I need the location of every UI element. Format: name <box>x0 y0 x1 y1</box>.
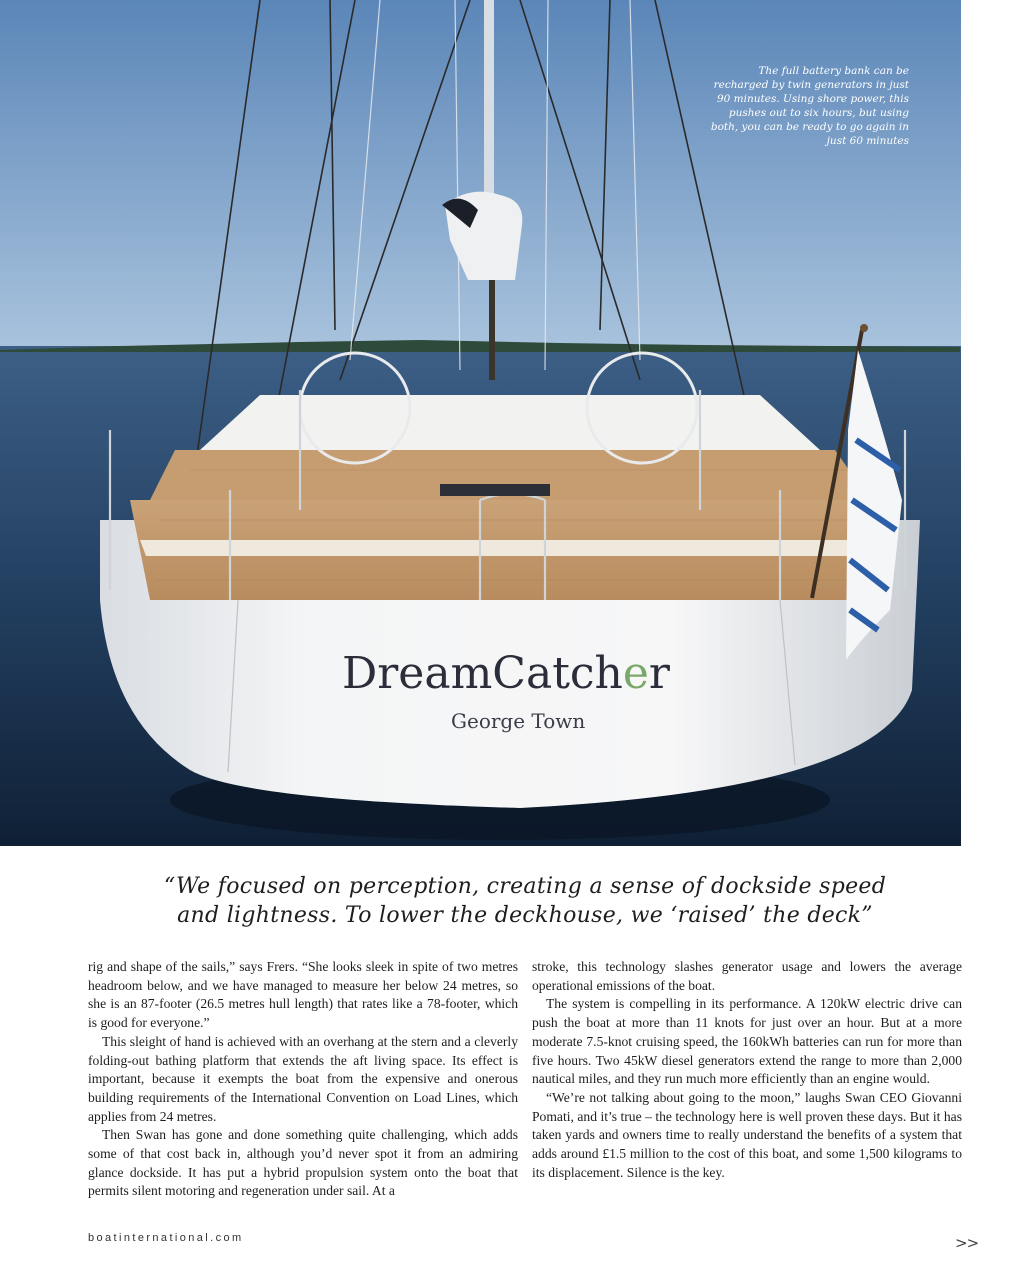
paragraph: The system is compelling in its performance. A 120kW electric drive can push the boat at more than 11 knots for just over an hour. But at a more moderate 7.5-knot cruising speed, the 160kWh batteries can run for more than five hours. Two 45kW diesel generators extend the range to more than 2,000 nautical miles, and they run much more efficiently than an engine would. <box>532 996 962 1087</box>
next-page-arrow-icon[interactable]: >> <box>955 1234 979 1252</box>
paragraph: This sleight of hand is achieved with an overhang at the stern and a cleverly folding-out bathing platform that extends the aft living space. Its effect is important, because it exempts the boat from the expensive and onerous building requirements of the International Convention on Load Lines, which applies from 24 metres. <box>88 1033 518 1124</box>
photo-caption: The full battery bank can be recharged by twin generators in just 90 minutes. Using shore power, this pushes out to six hours, but using both, you can be ready to go again in just 60 minutes <box>710 65 909 147</box>
home-port: George Town <box>451 709 586 733</box>
paragraph: “We’re not talking about going to the moon,” laughs Swan CEO Giovanni Pomati, and it’s true – the technology here is well proven these days. But it has taken yards and owners time to really understand the benefits of a system that adds around £1.5 million to the cost of this boat, and some 1,500 kilograms to its displacement. Silence is the key. <box>532 1089 962 1180</box>
body-column-right <box>532 958 962 1182</box>
hull-name: DreamCatcher <box>342 648 670 699</box>
pull-quote-line-2: and lightness. To lower the deckhouse, we ‘raised’ the deck” <box>177 903 873 928</box>
footer-site-url[interactable]: boatinternational.com <box>88 1232 244 1244</box>
paragraph: rig and shape of the sails,” says Frers. “She looks sleek in spite of two metres headroom below, and we have managed to measure her below 24 metres, so she is an 87-footer (26.5 metres hull length) that rates like a 78-footer, which is good for everyone.” <box>88 959 518 1031</box>
pull-quote <box>120 872 930 930</box>
paragraph: stroke, this technology slashes generator usage and lowers the average operational emissions of the boat. <box>532 959 962 993</box>
paragraph: Then Swan has gone and done something quite challenging, which adds some of that cost back in, although you’d never spot it from an admiring glance dockside. It has put a hybrid propulsion system onto the boat that permits silent motoring and regeneration under sail. At a <box>88 1127 518 1199</box>
pull-quote-line-1: “We focused on perception, creating a sense of dockside speed <box>163 874 887 899</box>
body-column-left <box>88 958 518 1201</box>
